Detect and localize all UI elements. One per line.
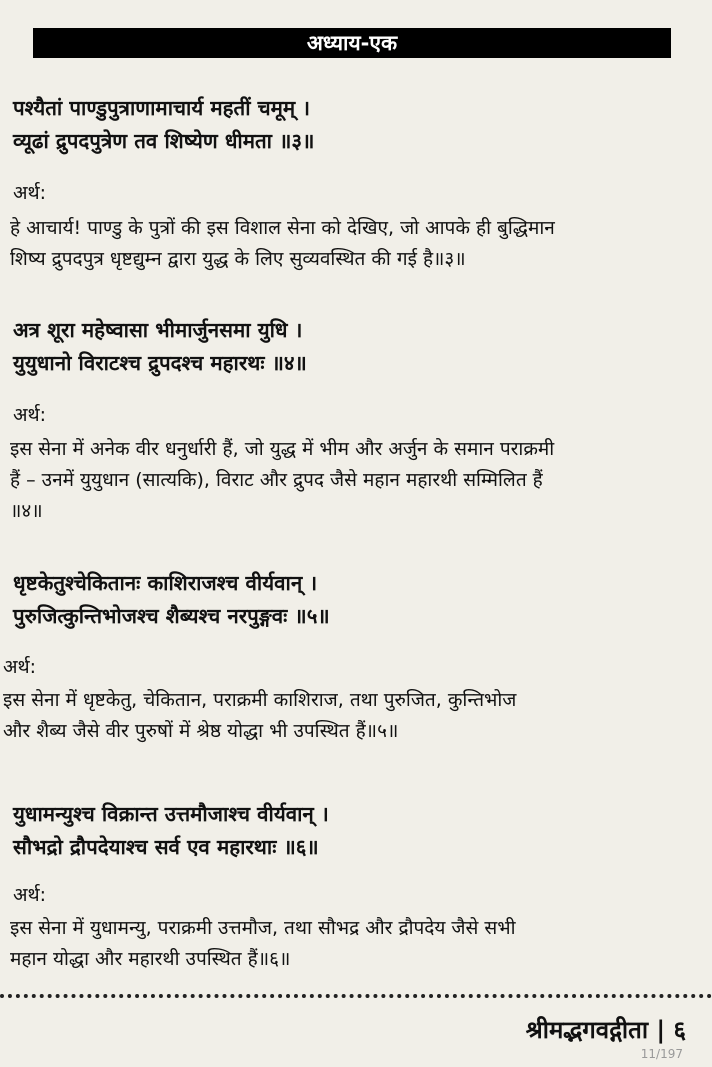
- meaning-4: [10, 434, 700, 527]
- book-title-page-number: श्रीमद्भगवद्गीता | ६: [525, 1016, 686, 1044]
- meaning-line: महान योद्धा और महारथी उपस्थित हैं॥६॥: [10, 948, 291, 970]
- verse-line: पुरुजित्कुन्तिभोजश्च शैब्यश्च नरपुङ्गवः ॥५॥: [13, 604, 330, 628]
- meaning-label: अर्थ:: [13, 404, 47, 426]
- meaning-label: अर्थ:: [3, 656, 37, 678]
- meaning-line: हैं – उनमें युयुधान (सात्यकि), विराट और द्रुपद जैसे महान महारथी सम्मिलित हैं: [10, 469, 543, 491]
- verse-6: [13, 798, 329, 864]
- meaning-line: इस सेना में युधामन्यु, पराक्रमी उत्तमौज, तथा सौभद्र और द्रौपदेय जैसे सभी: [10, 917, 516, 939]
- meaning-line: इस सेना में अनेक वीर धनुर्धारी हैं, जो युद्ध में भीम और अर्जुन के समान पराक्रमी: [10, 438, 555, 460]
- meaning-line: ॥४॥: [10, 500, 43, 522]
- footer-divider: [0, 994, 712, 998]
- verse-line: युयुधानो विराटश्च द्रुपदश्च महारथः ॥४॥: [13, 351, 307, 375]
- verse-line: युधामन्युश्च विक्रान्त उत्तमौजाश्च वीर्यवान् ।: [13, 802, 329, 826]
- verse-line: सौभद्रो द्रौपदेयाश्च सर्व एव महारथाः ॥६॥: [13, 835, 319, 859]
- meaning-line: शिष्य द्रुपदपुत्र धृष्टद्युम्न द्वारा युद्ध के लिए सुव्यवस्थित की गई है॥३॥: [10, 248, 466, 270]
- verse-5: [13, 567, 330, 633]
- meaning-6: [10, 913, 700, 975]
- verse-line: धृष्टकेतुश्चेकितानः काशिराजश्च वीर्यवान् ।: [13, 571, 318, 595]
- meaning-5: [3, 685, 693, 747]
- meaning-line: और शैब्य जैसे वीर पुरुषों में श्रेष्ठ योद्धा भी उपस्थित हैं॥५॥: [3, 720, 399, 742]
- verse-line: व्यूढां द्रुपदपुत्रेण तव शिष्येण धीमता ॥३॥: [13, 129, 315, 153]
- meaning-3: [10, 213, 700, 275]
- page-counter: 11/197: [640, 1047, 683, 1061]
- meaning-line: इस सेना में धृष्टकेतु, चेकितान, पराक्रमी काशिराज, तथा पुरुजित, कुन्तिभोज: [3, 689, 517, 711]
- chapter-title-bar: अध्याय-एक: [33, 28, 671, 58]
- verse-3: [13, 92, 314, 158]
- verse-line: पश्यैतां पाण्डुपुत्राणामाचार्य महतीं चमूम् ।: [13, 96, 311, 120]
- verse-4: [13, 314, 307, 380]
- meaning-line: हे आचार्य! पाण्डु के पुत्रों की इस विशाल सेना को देखिए, जो आपके ही बुद्धिमान: [10, 217, 555, 239]
- meaning-label: अर्थ:: [13, 884, 47, 906]
- meaning-label: अर्थ:: [13, 182, 47, 204]
- verse-line: अत्र शूरा महेष्वासा भीमार्जुनसमा युधि ।: [13, 318, 303, 342]
